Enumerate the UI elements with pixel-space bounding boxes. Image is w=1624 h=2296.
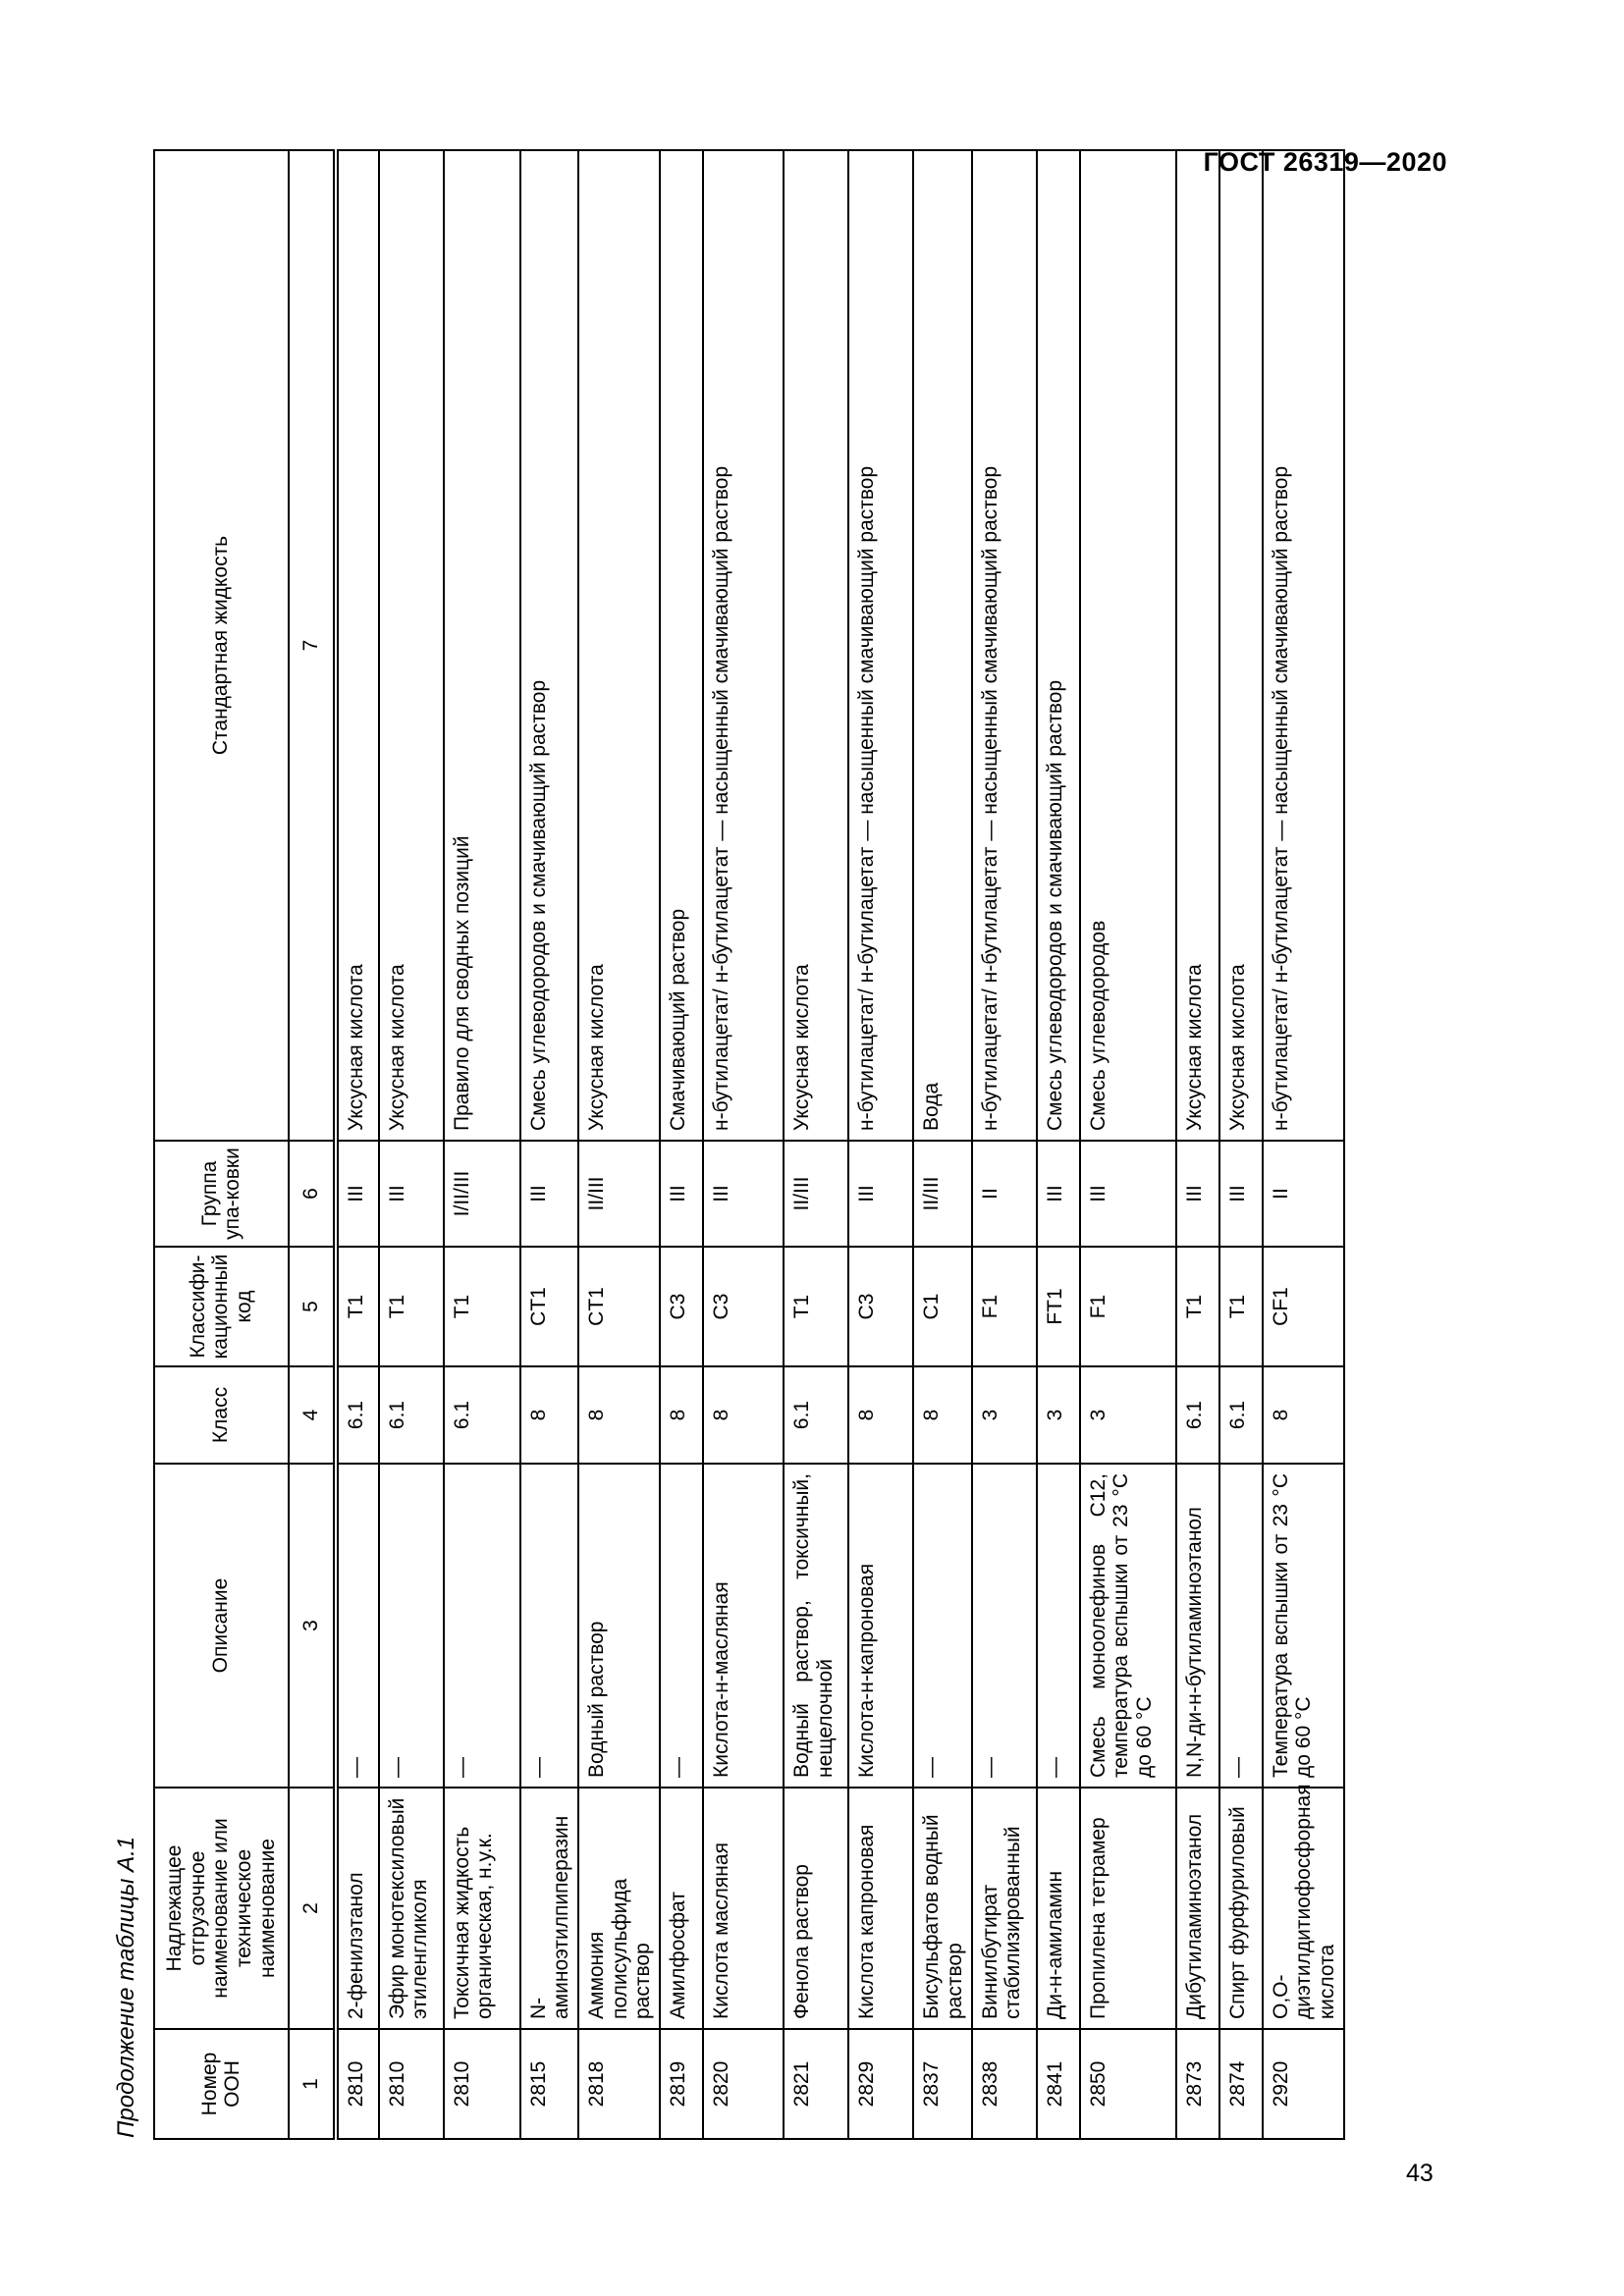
shipping-name-cell: Дибутиламиноэтанол <box>1176 1788 1219 2029</box>
shipping-name-cell: N-аминоэтилпиперазин <box>520 1788 578 2029</box>
table-row <box>444 150 520 2139</box>
classification-code-cell: T1 <box>1176 1247 1219 1366</box>
packing-group-cell: II <box>972 1141 1037 1247</box>
shipping-name-cell: O,O-диэтилдитиофосфорная кислота <box>1263 1788 1344 2029</box>
standard-liquid-cell: н-бутилацетат/ н-бутилацетат — насыщенный смачивающий раствор <box>703 150 784 1141</box>
shipping-name-cell: Фенола раствор <box>784 1788 848 2029</box>
shipping-name-cell: Кислота капроновая <box>848 1788 913 2029</box>
shipping-name-cell: Токсичная жидкость органическая, н.у.к. <box>444 1788 520 2029</box>
standard-liquid-cell: Смесь углеводородов <box>1080 150 1176 1141</box>
classification-code-cell: FT1 <box>1037 1247 1080 1366</box>
packing-group-cell: III <box>848 1141 913 1247</box>
un-number-cell: 2810 <box>336 2029 379 2139</box>
standard-liquid-cell: Смесь углеводородов и смачивающий раствор <box>520 150 578 1141</box>
un-number-cell: 2820 <box>703 2029 784 2139</box>
standard-liquid-cell: Вода <box>913 150 971 1141</box>
class-cell: 6.1 <box>379 1366 444 1464</box>
packing-group-cell: II <box>1263 1141 1344 1247</box>
description-cell: — <box>336 1464 379 1788</box>
description-cell: Температура вспышки от 23 °С до 60 °С <box>1263 1464 1344 1788</box>
table-row <box>1080 150 1176 2139</box>
table-row <box>1037 150 1080 2139</box>
classification-code-cell: F1 <box>972 1247 1037 1366</box>
shipping-name-cell: Спирт фурфуриловый <box>1219 1788 1263 2029</box>
description-cell: — <box>1037 1464 1080 1788</box>
rotated-table-container <box>104 151 1538 2140</box>
standard-liquid-cell: Уксусная кислота <box>1219 150 1263 1141</box>
class-cell: 3 <box>1080 1366 1176 1464</box>
table-row <box>336 150 379 2139</box>
classification-code-cell: T1 <box>784 1247 848 1366</box>
table-row <box>1176 150 1219 2139</box>
un-number-cell: 2821 <box>784 2029 848 2139</box>
class-cell: 8 <box>520 1366 578 1464</box>
classification-code-cell: CF1 <box>1263 1247 1344 1366</box>
packing-group-cell: I/II/III <box>444 1141 520 1247</box>
un-number-cell: 2837 <box>913 2029 971 2139</box>
standard-liquid-cell: Уксусная кислота <box>578 150 660 1141</box>
standard-liquid-cell: Уксусная кислота <box>336 150 379 1141</box>
un-number-cell: 2818 <box>578 2029 660 2139</box>
table-row <box>520 150 578 2139</box>
un-number-cell: 2819 <box>660 2029 703 2139</box>
column-number: 6 <box>289 1141 336 1247</box>
packing-group-cell: III <box>379 1141 444 1247</box>
header-description: Описание <box>154 1464 289 1788</box>
classification-code-cell: CT1 <box>520 1247 578 1366</box>
column-number: 4 <box>289 1366 336 1464</box>
table-row <box>379 150 444 2139</box>
header-shipping-name: Надлежащее отгрузочное наименование или техническое наименование <box>154 1788 289 2029</box>
shipping-name-cell: Ди-н-амиламин <box>1037 1788 1080 2029</box>
standard-liquid-cell: Смесь углеводородов и смачивающий раствор <box>1037 150 1080 1141</box>
table-row <box>578 150 660 2139</box>
class-cell: 6.1 <box>1219 1366 1263 1464</box>
class-cell: 8 <box>578 1366 660 1464</box>
classification-code-cell: C3 <box>703 1247 784 1366</box>
class-cell: 8 <box>660 1366 703 1464</box>
shipping-name-cell: 2-фенилэтанол <box>336 1788 379 2029</box>
column-number: 1 <box>289 2029 336 2139</box>
column-number: 7 <box>289 150 336 1141</box>
un-number-cell: 2850 <box>1080 2029 1176 2139</box>
classification-code-cell: T1 <box>444 1247 520 1366</box>
header-standard-liquid: Стандартная жидкость <box>154 150 289 1141</box>
classification-code-cell: C3 <box>848 1247 913 1366</box>
un-number-cell: 2829 <box>848 2029 913 2139</box>
un-number-cell: 2920 <box>1263 2029 1344 2139</box>
class-cell: 8 <box>848 1366 913 1464</box>
shipping-name-cell: Бисульфатов водный раствор <box>913 1788 971 2029</box>
standard-liquid-cell: Уксусная кислота <box>379 150 444 1141</box>
header-class: Класс <box>154 1366 289 1464</box>
column-number: 2 <box>289 1788 336 2029</box>
header-packing-group: Группа упа-ковки <box>154 1141 289 1247</box>
packing-group-cell: III <box>1176 1141 1219 1247</box>
description-cell: — <box>660 1464 703 1788</box>
packing-group-cell: II/III <box>784 1141 848 1247</box>
table-row <box>972 150 1037 2139</box>
table-header-row <box>154 150 289 2139</box>
classification-code-cell: T1 <box>1219 1247 1263 1366</box>
standard-liquid-cell: Уксусная кислота <box>1176 150 1219 1141</box>
class-cell: 6.1 <box>1176 1366 1219 1464</box>
packing-group-cell: III <box>1219 1141 1263 1247</box>
class-cell: 3 <box>972 1366 1037 1464</box>
un-number-cell: 2873 <box>1176 2029 1219 2139</box>
classification-code-cell: F1 <box>1080 1247 1176 1366</box>
description-cell: — <box>379 1464 444 1788</box>
header-un-number: Номер ООН <box>154 2029 289 2139</box>
document-standard-title: ГОСТ 26319—2020 <box>1203 147 1447 177</box>
packing-group-cell: II/III <box>578 1141 660 1247</box>
standard-liquid-cell: н-бутилацетат/ н-бутилацетат — насыщенный смачивающий раствор <box>1263 150 1344 1141</box>
table-row <box>1263 150 1344 2139</box>
description-cell: — <box>913 1464 971 1788</box>
shipping-name-cell: Кислота масляная <box>703 1788 784 2029</box>
classification-code-cell: C3 <box>660 1247 703 1366</box>
table-row <box>913 150 971 2139</box>
packing-group-cell: II/III <box>913 1141 971 1247</box>
standard-liquid-cell: Правило для сводных позиций <box>444 150 520 1141</box>
table-row <box>784 150 848 2139</box>
class-cell: 3 <box>1037 1366 1080 1464</box>
packing-group-cell: III <box>336 1141 379 1247</box>
class-cell: 6.1 <box>784 1366 848 1464</box>
table-row <box>848 150 913 2139</box>
un-number-cell: 2815 <box>520 2029 578 2139</box>
description-cell: Водный раствор, токсичный, нещелочной <box>784 1464 848 1788</box>
table-row <box>1219 150 1263 2139</box>
class-cell: 6.1 <box>336 1366 379 1464</box>
un-number-cell: 2810 <box>379 2029 444 2139</box>
description-cell: Смесь моноолефинов C12, температура вспышки от 23 °С до 60 °С <box>1080 1464 1176 1788</box>
table-caption: Продолжение таблицы А.1 <box>113 1836 139 2138</box>
description-cell: — <box>444 1464 520 1788</box>
classification-code-cell: T1 <box>336 1247 379 1366</box>
column-number-row <box>289 150 336 2139</box>
header-classification-code: Классифи-кационный код <box>154 1247 289 1366</box>
standard-liquid-cell: н-бутилацетат/ н-бутилацетат — насыщенный смачивающий раствор <box>848 150 913 1141</box>
shipping-name-cell: Аммония полисульфида раствор <box>578 1788 660 2029</box>
packing-group-cell: III <box>1037 1141 1080 1247</box>
class-cell: 6.1 <box>444 1366 520 1464</box>
shipping-name-cell: Амилфосфат <box>660 1788 703 2029</box>
classification-code-cell: T1 <box>379 1247 444 1366</box>
class-cell: 8 <box>913 1366 971 1464</box>
packing-group-cell: III <box>1080 1141 1176 1247</box>
column-number: 3 <box>289 1464 336 1788</box>
description-cell: — <box>1219 1464 1263 1788</box>
page-number: 43 <box>1406 2160 1434 2187</box>
shipping-name-cell: Эфир монотексиловый этиленгликоля <box>379 1788 444 2029</box>
column-number: 5 <box>289 1247 336 1366</box>
standard-liquid-cell: Уксусная кислота <box>784 150 848 1141</box>
description-cell: — <box>520 1464 578 1788</box>
packing-group-cell: III <box>520 1141 578 1247</box>
class-cell: 8 <box>703 1366 784 1464</box>
description-cell: N,N-ди-н-бутиламиноэтанол <box>1176 1464 1219 1788</box>
classification-code-cell: C1 <box>913 1247 971 1366</box>
description-cell: Водный раствор <box>578 1464 660 1788</box>
classification-code-cell: CT1 <box>578 1247 660 1366</box>
standard-liquid-cell: н-бутилацетат/ н-бутилацетат — насыщенный смачивающий раствор <box>972 150 1037 1141</box>
table-row <box>703 150 784 2139</box>
shipping-name-cell: Пропилена тетрамер <box>1080 1788 1176 2029</box>
class-cell: 8 <box>1263 1366 1344 1464</box>
un-number-cell: 2874 <box>1219 2029 1263 2139</box>
description-cell: — <box>972 1464 1037 1788</box>
un-number-cell: 2838 <box>972 2029 1037 2139</box>
un-number-cell: 2810 <box>444 2029 520 2139</box>
un-number-cell: 2841 <box>1037 2029 1080 2139</box>
shipping-name-cell: Винилбутират стабилизированный <box>972 1788 1037 2029</box>
table-row <box>660 150 703 2139</box>
description-cell: Кислота-н-капроновая <box>848 1464 913 1788</box>
dangerous-goods-table <box>153 149 1345 2140</box>
standard-liquid-cell: Смачивающий раствор <box>660 150 703 1141</box>
packing-group-cell: III <box>703 1141 784 1247</box>
packing-group-cell: III <box>660 1141 703 1247</box>
description-cell: Кислота-н-масляная <box>703 1464 784 1788</box>
